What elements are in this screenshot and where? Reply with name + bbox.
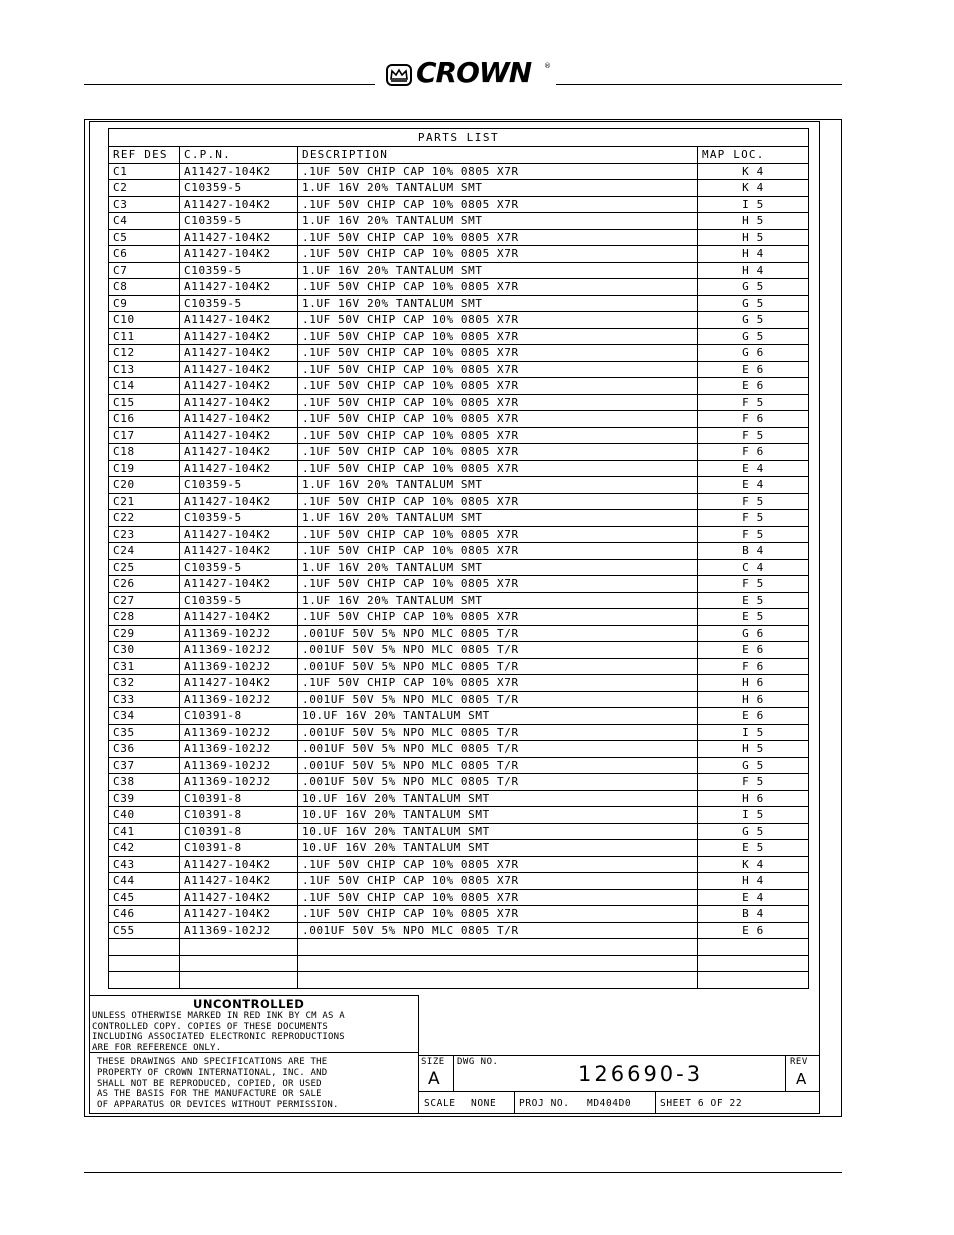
table-row: [109, 180, 809, 197]
registered-mark: ®: [544, 62, 551, 70]
map-loc-cell: G 5: [698, 279, 809, 296]
map-loc-cell: G 6: [698, 625, 809, 642]
cpn-cell: [180, 955, 298, 972]
header-rule-left: [84, 84, 375, 85]
description-cell: .1UF 50V CHIP CAP 10% 0805 X7R: [298, 361, 698, 378]
property-notice-box: [89, 1052, 419, 1114]
rev-value: A: [796, 1070, 807, 1088]
cpn-cell: C10391-8: [180, 807, 298, 824]
table-row: [109, 675, 809, 692]
description-cell: .1UF 50V CHIP CAP 10% 0805 X7R: [298, 378, 698, 395]
ref-des-cell: C11: [109, 328, 180, 345]
table-row: [109, 625, 809, 642]
cpn-cell: A11427-104K2: [180, 526, 298, 543]
parts-list-body: [109, 163, 809, 988]
ref-des-cell: C32: [109, 675, 180, 692]
title-block-divider: [514, 1091, 515, 1114]
description-cell: .001UF 50V 5% NPO MLC 0805 T/R: [298, 724, 698, 741]
ref-des-cell: C13: [109, 361, 180, 378]
title-block-divider: [453, 1055, 454, 1091]
property-line: PROPERTY OF CROWN INTERNATIONAL, INC. AND: [97, 1067, 328, 1078]
ref-des-cell: C30: [109, 642, 180, 659]
ref-des-cell: C21: [109, 493, 180, 510]
map-loc-cell: H 6: [698, 691, 809, 708]
cpn-cell: A11369-102J2: [180, 757, 298, 774]
description-cell: 1.UF 16V 20% TANTALUM SMT: [298, 262, 698, 279]
property-line: SHALL NOT BE REPRODUCED, COPIED, OR USED: [97, 1078, 322, 1089]
uncontrolled-text: [92, 1011, 418, 1053]
ref-des-cell: C14: [109, 378, 180, 395]
table-row: [109, 955, 809, 972]
table-row: [109, 922, 809, 939]
cpn-cell: A11427-104K2: [180, 361, 298, 378]
cpn-cell: A11427-104K2: [180, 906, 298, 923]
cpn-cell: A11427-104K2: [180, 427, 298, 444]
map-loc-cell: H 4: [698, 262, 809, 279]
map-loc-cell: E 5: [698, 840, 809, 857]
uncontrolled-line: INCLUDING ASSOCIATED ELECTRONIC REPRODUCTIONS: [92, 1032, 345, 1042]
table-row: [109, 279, 809, 296]
uncontrolled-line: ARE FOR REFERENCE ONLY.: [92, 1042, 222, 1053]
cpn-cell: A11427-104K2: [180, 411, 298, 428]
cpn-cell: C10391-8: [180, 790, 298, 807]
ref-des-cell: C20: [109, 477, 180, 494]
column-header-cpn: C.P.N.: [180, 147, 298, 164]
description-cell: .001UF 50V 5% NPO MLC 0805 T/R: [298, 741, 698, 758]
map-loc-cell: C 4: [698, 559, 809, 576]
table-row: [109, 196, 809, 213]
description-cell: .1UF 50V CHIP CAP 10% 0805 X7R: [298, 526, 698, 543]
ref-des-cell: C3: [109, 196, 180, 213]
cpn-cell: C10391-8: [180, 840, 298, 857]
description-cell: 10.UF 16V 20% TANTALUM SMT: [298, 708, 698, 725]
table-row: [109, 477, 809, 494]
ref-des-cell: C33: [109, 691, 180, 708]
map-loc-cell: B 4: [698, 906, 809, 923]
map-loc-cell: E 5: [698, 592, 809, 609]
property-line: THESE DRAWINGS AND SPECIFICATIONS ARE THE: [97, 1057, 328, 1067]
ref-des-cell: [109, 955, 180, 972]
title-block-divider: [655, 1091, 656, 1114]
map-loc-cell: G 6: [698, 345, 809, 362]
description-cell: 1.UF 16V 20% TANTALUM SMT: [298, 559, 698, 576]
ref-des-cell: C7: [109, 262, 180, 279]
cpn-cell: [180, 972, 298, 989]
cpn-cell: A11427-104K2: [180, 312, 298, 329]
cpn-cell: A11369-102J2: [180, 625, 298, 642]
map-loc-cell: F 6: [698, 658, 809, 675]
description-cell: .001UF 50V 5% NPO MLC 0805 T/R: [298, 658, 698, 675]
table-row: [109, 906, 809, 923]
table-row: [109, 559, 809, 576]
table-row: [109, 510, 809, 527]
footer-rule: [84, 1172, 842, 1173]
map-loc-cell: G 5: [698, 823, 809, 840]
map-loc-cell: H 5: [698, 213, 809, 230]
map-loc-cell: H 6: [698, 675, 809, 692]
table-row: [109, 427, 809, 444]
cpn-cell: C10391-8: [180, 823, 298, 840]
description-cell: .1UF 50V CHIP CAP 10% 0805 X7R: [298, 163, 698, 180]
description-cell: .1UF 50V CHIP CAP 10% 0805 X7R: [298, 675, 698, 692]
ref-des-cell: [109, 972, 180, 989]
scale-label: SCALE: [424, 1098, 456, 1109]
table-row: [109, 939, 809, 956]
map-loc-cell: E 5: [698, 609, 809, 626]
proj-no-value: MD404D0: [587, 1098, 632, 1109]
map-loc-cell: K 4: [698, 163, 809, 180]
table-row: [109, 807, 809, 824]
description-cell: .001UF 50V 5% NPO MLC 0805 T/R: [298, 757, 698, 774]
map-loc-cell: [698, 972, 809, 989]
ref-des-cell: C19: [109, 460, 180, 477]
map-loc-cell: F 5: [698, 427, 809, 444]
ref-des-cell: C44: [109, 873, 180, 890]
description-cell: [298, 955, 698, 972]
description-cell: .1UF 50V CHIP CAP 10% 0805 X7R: [298, 279, 698, 296]
cpn-cell: A11369-102J2: [180, 922, 298, 939]
dwg-no-value: 126690-3: [578, 1062, 704, 1086]
cpn-cell: A11427-104K2: [180, 163, 298, 180]
title-block-divider: [785, 1055, 786, 1091]
table-row: [109, 163, 809, 180]
table-row: [109, 592, 809, 609]
ref-des-cell: C41: [109, 823, 180, 840]
ref-des-cell: C27: [109, 592, 180, 609]
map-loc-cell: G 5: [698, 295, 809, 312]
table-row: [109, 856, 809, 873]
table-row: [109, 345, 809, 362]
map-loc-cell: E 6: [698, 378, 809, 395]
map-loc-cell: F 5: [698, 774, 809, 791]
proj-no-label: PROJ NO.: [519, 1098, 570, 1109]
description-cell: 1.UF 16V 20% TANTALUM SMT: [298, 180, 698, 197]
parts-list-title-row: [109, 129, 809, 147]
size-value: A: [428, 1069, 440, 1089]
cpn-cell: A11427-104K2: [180, 378, 298, 395]
table-row: [109, 840, 809, 857]
description-cell: 10.UF 16V 20% TANTALUM SMT: [298, 823, 698, 840]
cpn-cell: A11427-104K2: [180, 609, 298, 626]
ref-des-cell: C37: [109, 757, 180, 774]
ref-des-cell: C10: [109, 312, 180, 329]
description-cell: 1.UF 16V 20% TANTALUM SMT: [298, 295, 698, 312]
description-cell: .1UF 50V CHIP CAP 10% 0805 X7R: [298, 444, 698, 461]
cpn-cell: C10359-5: [180, 592, 298, 609]
ref-des-cell: C29: [109, 625, 180, 642]
map-loc-cell: F 6: [698, 411, 809, 428]
cpn-cell: A11427-104K2: [180, 328, 298, 345]
uncontrolled-line: UNLESS OTHERWISE MARKED IN RED INK BY CM AS A: [92, 1011, 345, 1021]
description-cell: .001UF 50V 5% NPO MLC 0805 T/R: [298, 642, 698, 659]
uncontrolled-notice-box: [89, 995, 419, 1052]
cpn-cell: C10359-5: [180, 477, 298, 494]
ref-des-cell: C43: [109, 856, 180, 873]
description-cell: 10.UF 16V 20% TANTALUM SMT: [298, 807, 698, 824]
map-loc-cell: H 5: [698, 741, 809, 758]
cpn-cell: A11427-104K2: [180, 394, 298, 411]
cpn-cell: A11369-102J2: [180, 642, 298, 659]
cpn-cell: A11427-104K2: [180, 229, 298, 246]
description-cell: .1UF 50V CHIP CAP 10% 0805 X7R: [298, 411, 698, 428]
description-cell: .1UF 50V CHIP CAP 10% 0805 X7R: [298, 394, 698, 411]
ref-des-cell: C35: [109, 724, 180, 741]
table-row: [109, 609, 809, 626]
table-row: [109, 790, 809, 807]
cpn-cell: A11369-102J2: [180, 741, 298, 758]
map-loc-cell: E 4: [698, 460, 809, 477]
description-cell: .1UF 50V CHIP CAP 10% 0805 X7R: [298, 856, 698, 873]
description-cell: .001UF 50V 5% NPO MLC 0805 T/R: [298, 691, 698, 708]
ref-des-cell: C46: [109, 906, 180, 923]
map-loc-cell: I 5: [698, 196, 809, 213]
ref-des-cell: C2: [109, 180, 180, 197]
cpn-cell: A11427-104K2: [180, 543, 298, 560]
cpn-cell: A11427-104K2: [180, 856, 298, 873]
ref-des-cell: C23: [109, 526, 180, 543]
ref-des-cell: C5: [109, 229, 180, 246]
map-loc-cell: [698, 939, 809, 956]
map-loc-cell: F 6: [698, 444, 809, 461]
description-cell: .001UF 50V 5% NPO MLC 0805 T/R: [298, 625, 698, 642]
crown-logo: [386, 56, 552, 92]
column-header-description: DESCRIPTION: [298, 147, 698, 164]
ref-des-cell: C26: [109, 576, 180, 593]
description-cell: .1UF 50V CHIP CAP 10% 0805 X7R: [298, 312, 698, 329]
description-cell: .1UF 50V CHIP CAP 10% 0805 X7R: [298, 889, 698, 906]
map-loc-cell: E 6: [698, 922, 809, 939]
parts-list-table: [108, 128, 809, 989]
table-row: [109, 658, 809, 675]
table-row: [109, 411, 809, 428]
description-cell: 1.UF 16V 20% TANTALUM SMT: [298, 592, 698, 609]
table-row: [109, 526, 809, 543]
cpn-cell: A11427-104K2: [180, 460, 298, 477]
map-loc-cell: G 5: [698, 328, 809, 345]
map-loc-cell: E 4: [698, 889, 809, 906]
cpn-cell: C10359-5: [180, 180, 298, 197]
map-loc-cell: F 5: [698, 526, 809, 543]
table-row: [109, 493, 809, 510]
ref-des-cell: C25: [109, 559, 180, 576]
ref-des-cell: C8: [109, 279, 180, 296]
map-loc-cell: E 6: [698, 361, 809, 378]
map-loc-cell: G 5: [698, 312, 809, 329]
description-cell: .001UF 50V 5% NPO MLC 0805 T/R: [298, 922, 698, 939]
description-cell: [298, 939, 698, 956]
description-cell: .1UF 50V CHIP CAP 10% 0805 X7R: [298, 543, 698, 560]
cpn-cell: C10391-8: [180, 708, 298, 725]
ref-des-cell: C45: [109, 889, 180, 906]
description-cell: .1UF 50V CHIP CAP 10% 0805 X7R: [298, 493, 698, 510]
cpn-cell: A11427-104K2: [180, 246, 298, 263]
map-loc-cell: F 5: [698, 510, 809, 527]
ref-des-cell: C42: [109, 840, 180, 857]
description-cell: .1UF 50V CHIP CAP 10% 0805 X7R: [298, 196, 698, 213]
table-row: [109, 361, 809, 378]
ref-des-cell: C1: [109, 163, 180, 180]
description-cell: .1UF 50V CHIP CAP 10% 0805 X7R: [298, 345, 698, 362]
table-row: [109, 576, 809, 593]
cpn-cell: A11427-104K2: [180, 345, 298, 362]
ref-des-cell: C28: [109, 609, 180, 626]
map-loc-cell: G 5: [698, 757, 809, 774]
crown-logo-icon: [386, 64, 412, 86]
ref-des-cell: C40: [109, 807, 180, 824]
rev-label: REV: [790, 1057, 808, 1067]
cpn-cell: A11427-104K2: [180, 576, 298, 593]
cpn-cell: A11427-104K2: [180, 196, 298, 213]
cpn-cell: A11427-104K2: [180, 889, 298, 906]
ref-des-cell: C6: [109, 246, 180, 263]
description-cell: .1UF 50V CHIP CAP 10% 0805 X7R: [298, 427, 698, 444]
ref-des-cell: C17: [109, 427, 180, 444]
table-row: [109, 972, 809, 989]
description-cell: 1.UF 16V 20% TANTALUM SMT: [298, 213, 698, 230]
ref-des-cell: C22: [109, 510, 180, 527]
ref-des-cell: C24: [109, 543, 180, 560]
table-row: [109, 328, 809, 345]
map-loc-cell: H 5: [698, 229, 809, 246]
description-cell: 1.UF 16V 20% TANTALUM SMT: [298, 510, 698, 527]
table-row: [109, 889, 809, 906]
table-row: [109, 724, 809, 741]
description-cell: .1UF 50V CHIP CAP 10% 0805 X7R: [298, 906, 698, 923]
description-cell: 10.UF 16V 20% TANTALUM SMT: [298, 840, 698, 857]
title-block-top-rule: [419, 1055, 820, 1056]
cpn-cell: A11369-102J2: [180, 774, 298, 791]
column-header-ref-des: REF DES: [109, 147, 180, 164]
property-line: OF APPARATUS OR DEVICES WITHOUT PERMISSION.: [97, 1100, 339, 1111]
cpn-cell: A11427-104K2: [180, 493, 298, 510]
header-rule-right: [556, 84, 842, 85]
ref-des-cell: C18: [109, 444, 180, 461]
description-cell: .001UF 50V 5% NPO MLC 0805 T/R: [298, 774, 698, 791]
brand-name: CROWN: [416, 56, 532, 89]
table-row: [109, 543, 809, 560]
map-loc-cell: F 5: [698, 493, 809, 510]
cpn-cell: [180, 939, 298, 956]
table-row: [109, 642, 809, 659]
ref-des-cell: [109, 939, 180, 956]
table-row: [109, 823, 809, 840]
description-cell: .1UF 50V CHIP CAP 10% 0805 X7R: [298, 576, 698, 593]
map-loc-cell: F 5: [698, 576, 809, 593]
table-row: [109, 229, 809, 246]
map-loc-cell: H 4: [698, 873, 809, 890]
property-text: [97, 1057, 417, 1111]
description-cell: .1UF 50V CHIP CAP 10% 0805 X7R: [298, 229, 698, 246]
table-row: [109, 246, 809, 263]
table-row: [109, 757, 809, 774]
cpn-cell: C10359-5: [180, 510, 298, 527]
cpn-cell: A11427-104K2: [180, 444, 298, 461]
ref-des-cell: C4: [109, 213, 180, 230]
cpn-cell: C10359-5: [180, 262, 298, 279]
cpn-cell: C10359-5: [180, 213, 298, 230]
ref-des-cell: C39: [109, 790, 180, 807]
table-row: [109, 394, 809, 411]
table-row: [109, 708, 809, 725]
size-label: SIZE: [421, 1057, 445, 1067]
description-cell: .1UF 50V CHIP CAP 10% 0805 X7R: [298, 246, 698, 263]
ref-des-cell: C12: [109, 345, 180, 362]
table-row: [109, 444, 809, 461]
ref-des-cell: C34: [109, 708, 180, 725]
table-row: [109, 378, 809, 395]
description-cell: .1UF 50V CHIP CAP 10% 0805 X7R: [298, 873, 698, 890]
description-cell: .1UF 50V CHIP CAP 10% 0805 X7R: [298, 328, 698, 345]
parts-list-header-row: [109, 147, 809, 164]
map-loc-cell: K 4: [698, 180, 809, 197]
column-header-map-loc: MAP LOC.: [698, 147, 809, 164]
table-row: [109, 460, 809, 477]
ref-des-cell: C31: [109, 658, 180, 675]
ref-des-cell: C38: [109, 774, 180, 791]
dwg-no-label: DWG NO.: [457, 1057, 499, 1067]
description-cell: 10.UF 16V 20% TANTALUM SMT: [298, 790, 698, 807]
sheet-number: SHEET 6 OF 22: [660, 1098, 743, 1109]
cpn-cell: A11369-102J2: [180, 691, 298, 708]
uncontrolled-title: UNCONTROLLED: [193, 997, 305, 1011]
description-cell: [298, 972, 698, 989]
ref-des-cell: C9: [109, 295, 180, 312]
table-row: [109, 295, 809, 312]
table-row: [109, 691, 809, 708]
cpn-cell: A11369-102J2: [180, 658, 298, 675]
map-loc-cell: F 5: [698, 394, 809, 411]
map-loc-cell: [698, 955, 809, 972]
title-block-mid-rule: [419, 1091, 820, 1092]
map-loc-cell: E 4: [698, 477, 809, 494]
map-loc-cell: I 5: [698, 724, 809, 741]
description-cell: .1UF 50V CHIP CAP 10% 0805 X7R: [298, 460, 698, 477]
table-row: [109, 873, 809, 890]
map-loc-cell: I 5: [698, 807, 809, 824]
cpn-cell: A11369-102J2: [180, 724, 298, 741]
scale-value: NONE: [471, 1098, 497, 1109]
table-row: [109, 213, 809, 230]
map-loc-cell: E 6: [698, 708, 809, 725]
cpn-cell: A11427-104K2: [180, 675, 298, 692]
table-row: [109, 262, 809, 279]
map-loc-cell: B 4: [698, 543, 809, 560]
ref-des-cell: C16: [109, 411, 180, 428]
description-cell: 1.UF 16V 20% TANTALUM SMT: [298, 477, 698, 494]
cpn-cell: A11427-104K2: [180, 873, 298, 890]
cpn-cell: A11427-104K2: [180, 279, 298, 296]
map-loc-cell: H 4: [698, 246, 809, 263]
map-loc-cell: H 6: [698, 790, 809, 807]
parts-list-title: PARTS LIST: [109, 129, 809, 147]
ref-des-cell: C15: [109, 394, 180, 411]
ref-des-cell: C55: [109, 922, 180, 939]
table-row: [109, 312, 809, 329]
uncontrolled-line: CONTROLLED COPY. COPIES OF THESE DOCUMENTS: [92, 1021, 328, 1032]
table-row: [109, 741, 809, 758]
property-line: AS THE BASIS FOR THE MANUFACTURE OR SALE: [97, 1089, 322, 1100]
cpn-cell: C10359-5: [180, 559, 298, 576]
description-cell: .1UF 50V CHIP CAP 10% 0805 X7R: [298, 609, 698, 626]
map-loc-cell: K 4: [698, 856, 809, 873]
ref-des-cell: C36: [109, 741, 180, 758]
cpn-cell: C10359-5: [180, 295, 298, 312]
map-loc-cell: E 6: [698, 642, 809, 659]
table-row: [109, 774, 809, 791]
